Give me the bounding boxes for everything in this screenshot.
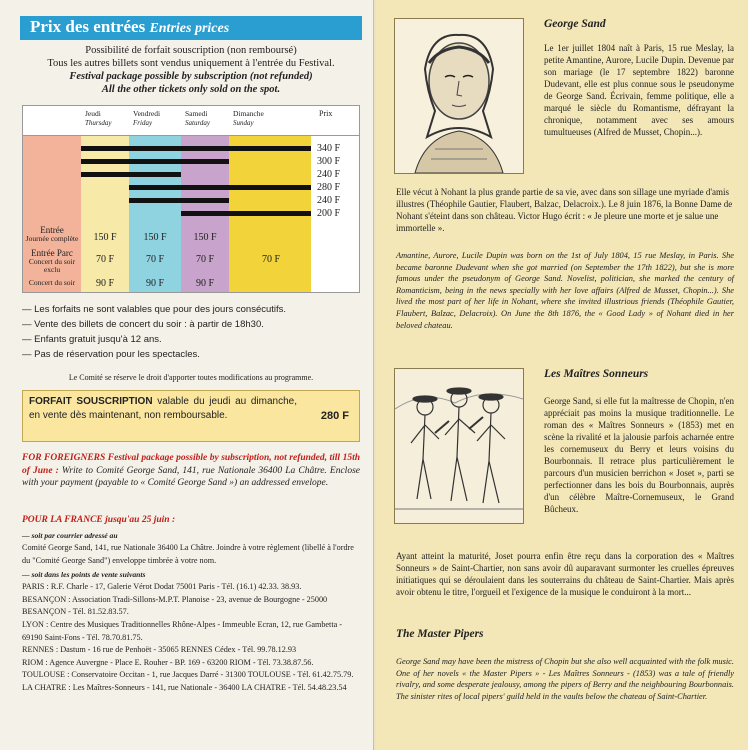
price-cell: 70 F	[145, 254, 165, 265]
foreigners-body: Write to Comité George Sand, 141, rue Nationale 36400 La Châtre. Enclose with your payment (payable to « Comité George Sand ») an addressed envelope.	[22, 465, 360, 488]
price-cell: 70 F	[195, 254, 215, 265]
package-price: 240 F	[317, 169, 341, 180]
package-price: 200 F	[317, 208, 341, 219]
package-bar-thu-sun	[81, 146, 311, 151]
forfait-price: 280 F	[320, 410, 349, 422]
banner-title: Prix des entrées	[30, 17, 146, 36]
addresses-block	[22, 530, 360, 695]
price-table	[22, 105, 360, 293]
price-cell: 90 F	[145, 278, 165, 289]
banner-subtitle: Entries prices	[149, 21, 230, 36]
package-price: 300 F	[317, 156, 341, 167]
row-label-entree: Entrée Journée complète	[25, 225, 79, 243]
package-bar-sat-sun	[181, 211, 311, 216]
right-page	[376, 0, 748, 750]
point-of-sale: LYON : Centre des Musiques Traditionnelles Rhône-Alpes - Immeuble Ecran, 12, rue Gambetta - 69190 Saint-Fons - Tél. 78.70.81.75.	[22, 619, 343, 642]
intro-line-3: Festival package possible by subscription (not refunded)	[69, 71, 313, 82]
forfait-desc: valable du jeudi au dimanche, en vente dès maintenant, non remboursable.	[29, 396, 297, 421]
note-item: — Les forfaits ne sont valables que pour des jours consécutifs.	[22, 302, 360, 317]
george-sand-title: George Sand	[544, 18, 606, 30]
package-bar-fri-sat	[129, 198, 229, 203]
france-heading: POUR LA FRANCE jusqu'au 25 juin :	[22, 515, 176, 525]
note-item: — Vente des billets de concert du soir : à partir de 18h30.	[22, 317, 360, 332]
price-cell: 70 F	[261, 254, 281, 265]
point-of-sale: RIOM : Agence Auvergne - Place E. Rouher - BP. 169 - 63200 RIOM - Tél. 73.38.87.56.	[22, 657, 314, 667]
master-pipers-text: George Sand may have been the mistress of Chopin but she also well acquainted with the folk music. One of her novels « the Master Pipers » - Les Maîtres Sonneurs - (1853) was a tale of friendly rivalry, and some desperate jealousy, among the pipers of Berry and the neighbouring Bourbonnais. The sinister rites of local pipers' guild held in the vaults below the chateau of Saint-Chartier.	[396, 657, 734, 701]
george-sand-english: Amantine, Aurore, Lucile Dupin was born on the 1st of July 1804, 15 rue Meslay, in Paris. She became baronne Dudevant when she got married (on September the 17th 1822), but she is more famous under the pseudonym of George Sand. Novelist, politician, she marked the century of Romanticism, being in the news specially with her love affairs (Alfred de Musset, Chopin...). She lived the most part of her life in Nohant, where she invited illustrious friends (Théophile Gautier, Flaubert, Balzac, Delacroix). On June the 8th 1876, the « Good Lady » of Nohant died in her beloved chateau.	[396, 251, 734, 330]
master-pipers-title: The Master Pipers	[396, 628, 484, 640]
package-bar-thu-fri	[81, 172, 181, 177]
point-of-sale: LA CHATRE : Les Maîtres-Sonneurs - 141, rue Nationale - 36400 LA CHATRE - Tél. 54.48.23.54	[22, 682, 347, 692]
note-item: — Pas de réservation pour les spectacles.	[22, 347, 360, 362]
point-of-sale: RENNES : Dastum - 16 rue de Penhoët - 35065 RENNES Cédex - Tél. 99.78.12.93	[22, 645, 297, 655]
points-heading: — soit dans les points de vente suivants	[22, 570, 146, 580]
point-of-sale: BESANÇON : Association Tradi-Sillons-M.P.T. Planoise - 23, avenue de Bourgogne - 25000 BESANÇON - Tél. 81.52.83.57.	[22, 594, 328, 617]
price-cell: 150 F	[93, 232, 117, 243]
package-price: 340 F	[317, 143, 341, 154]
point-of-sale: PARIS : R.F. Charle - 17, Galerie Vérot Dodat 75001 Paris - Tél. (16.1) 42.33. 38.93.	[22, 582, 302, 592]
point-of-sale: TOULOUSE : Conservatoire Occitan - 1, rue Jacques Darré - 31300 TOULOUSE - Tél. 61.42.75.79.	[22, 670, 354, 680]
header-price: Prix	[319, 109, 333, 118]
header-thursday: Jeudi Thursday	[85, 109, 112, 127]
header-saturday: Samedi Saturday	[185, 109, 211, 127]
intro-line-2: Tous les autres billets sont vendus uniquement à l'entrée du Festival.	[47, 58, 335, 69]
intro-line-1: Possibilité de forfait souscription (non remboursé)	[85, 45, 297, 56]
price-cell: 90 F	[195, 278, 215, 289]
maitres-sonneurs-engraving	[394, 368, 524, 524]
package-bar-fri-sun	[129, 185, 311, 190]
forfait-box	[22, 390, 360, 442]
sonneurs-paragraph: Ayant atteint la maturité, Joset pourra enfin être reçu dans la corporation des « Maîtres Sonneurs » de Saint-Chartier, non sans avoir dû auparavant surmonter les cruelles épreuves initiatiques qui se déroulaient dans les souterrains du château de Saint-Chartier. Mais après avoir obtenu le titre, l'orgueil et l'exigence de la musique le conduiront à la mort...	[396, 551, 734, 597]
forfait-head: FORFAIT SOUSCRIPTION	[29, 396, 153, 407]
row-label-concert: Concert du soir	[28, 278, 76, 287]
package-price: 280 F	[317, 182, 341, 193]
header-friday: Vendredi Friday	[133, 109, 161, 127]
intro-line-4: All the other tickets only sold on the spot.	[101, 84, 281, 95]
sonneurs-title: Les Maîtres Sonneurs	[544, 368, 649, 380]
prices-banner	[20, 16, 362, 40]
price-cell: 90 F	[95, 278, 115, 289]
intro-text	[22, 44, 360, 96]
price-cell: 150 F	[143, 232, 167, 243]
row-label-entree-parc: Entrée Parc Concert du soir exclu	[28, 248, 76, 274]
george-sand-paragraph: Elle vécut à Nohant la plus grande partie de sa vie, avec dans son sillage une myriade d'amis illustres (Théophile Gautier, Flaubert, Balzac, Delacroix.). Le 8 juin 1876, la Bonne Dame de Nohant s'éteint dans son château. Victor Hugo écrit : « Je pleure une morte et je salue une immortelle ».	[396, 187, 733, 233]
foreigners-head: FOR FOREIGNERS Festival package possible by subscription, not refunded, till 15th of June :	[22, 453, 360, 476]
george-sand-portrait	[394, 18, 524, 174]
mail-text: Comité George Sand, 141, rue Nationale 36400 La Châtre. Joindre à votre règlement (libellé à l'ordre du "Comité George Sand") enveloppe timbrée à votre nom.	[22, 543, 354, 565]
package-price: 240 F	[317, 195, 341, 206]
package-bar-thu-sat	[81, 159, 229, 164]
reserve-note: Le Comité se réserve le droit d'apporter toutes modifications au programme.	[68, 373, 314, 382]
price-cell: 70 F	[95, 254, 115, 265]
notes-list	[22, 302, 360, 362]
george-sand-bio: Le 1er juillet 1804 naît à Paris, 15 rue Meslay, la petite Amantine, Aurore, Lucile Dupin. Devenue par son mariage (le 17 septembre 1822) baronne Dudevant, elle est plus connue sous le pseudonyme de George Sand. Écrivain, femme politique, elle a marqué le siècle du Romantisme, défrayant la chronique, notamment avec ses amours tumultueuses (Alfred de Musset, Chopin...).	[544, 43, 734, 137]
foreigners-text	[22, 452, 360, 490]
note-item: — Enfants gratuit jusqu'à 12 ans.	[22, 332, 360, 347]
header-sunday: Dimanche Sunday	[233, 109, 264, 127]
mail-heading: — soit par courrier adressé au	[22, 531, 118, 540]
price-cell: 150 F	[193, 232, 217, 243]
sonneurs-bio: George Sand, si elle fut la maîtresse de Chopin, n'en appréciait pas moins la musique traditionnelle. Le roman des « Maîtres Sonneurs » (1853) met en scène la rivalité et la jalousie parfois acharnée entre les cornemuseux du Berry et leurs voisins du Bourbonnais. Il retrace plus particulièrement le parcours d'un musicien berrichon « Joset », parti se perfectionner dans les bois du Bourbonnais, auprès d'un célèbre Maître-Cornemuseux, le Grand Bûcheux.	[544, 396, 734, 514]
forfait-text	[29, 395, 297, 423]
